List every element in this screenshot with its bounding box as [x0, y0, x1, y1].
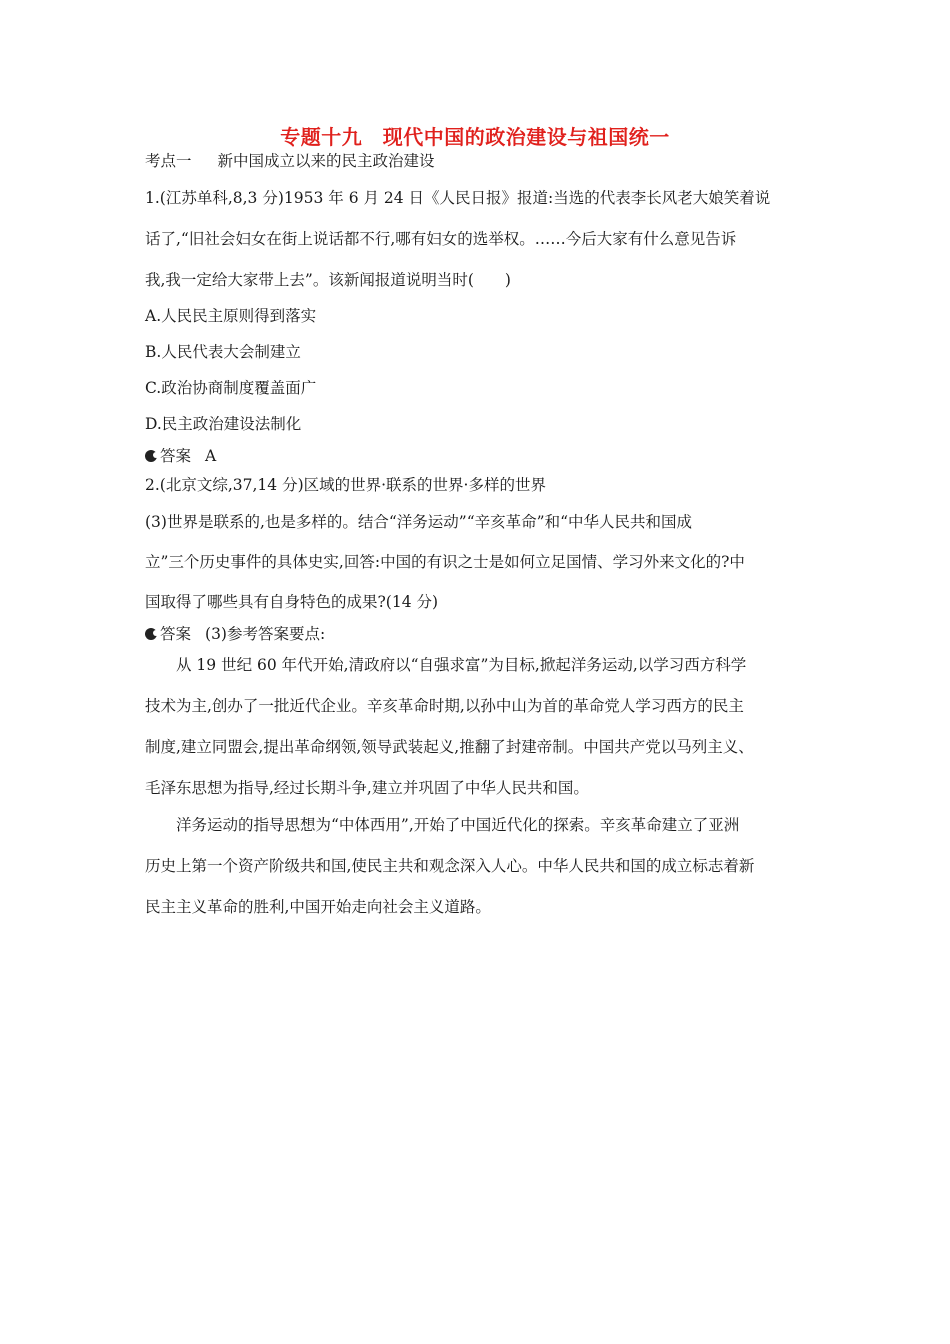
- q1-answer-label: 答案: [160, 447, 192, 465]
- page-title: 专题十九 现代中国的政治建设与祖国统一: [280, 125, 670, 149]
- q2-header: 2.(北京文综,37,14 分)区域的世界·联系的世界·多样的世界: [145, 476, 546, 494]
- q2-para2-line-1: 洋务运动的指导思想为“中体西用”,开始了中国近代化的探索。辛亥革命建立了亚洲: [176, 816, 740, 834]
- q2-para1-line-3: 制度,建立同盟会,提出革命纲领,领导武装起义,推翻了封建帝制。中国共产党以马列主义、: [145, 738, 754, 756]
- q2-line-1: (3)世界是联系的,也是多样的。结合“洋务运动”“辛亥革命”和“中华人民共和国成: [145, 513, 693, 531]
- q2-line-2: 立”三个历史事件的具体史实,回答:中国的有识之士是如何立足国情、学习外来文化的?中: [145, 553, 745, 571]
- section-name: 新中国成立以来的民主政治建设: [217, 152, 435, 170]
- q2-answer-value: (3)参考答案要点:: [205, 625, 326, 643]
- q1-option-b: B.人民代表大会制建立: [145, 343, 301, 361]
- q2-answer-label: 答案: [160, 625, 192, 643]
- answer-icon: [145, 628, 157, 640]
- q1-line-2: 话了,“旧社会妇女在街上说话都不行,哪有妇女的选举权。……今后大家有什么意见告诉: [145, 230, 737, 248]
- section-heading: [145, 151, 435, 171]
- q2-answer: [145, 624, 325, 644]
- answer-icon: [145, 450, 157, 462]
- q1-option-d: D.民主政治建设法制化: [145, 415, 302, 433]
- q2-para1-line-2: 技术为主,创办了一批近代企业。辛亥革命时期,以孙中山为首的革命党人学习西方的民主: [145, 697, 744, 715]
- q2-para1-line-4: 毛泽东思想为指导,经过长期斗争,建立并巩固了中华人民共和国。: [145, 779, 589, 797]
- q2-para2-line-3: 民主主义革命的胜利,中国开始走向社会主义道路。: [145, 898, 491, 916]
- q1-line-1: 1.(江苏单科,8,3 分)1953 年 6 月 24 日《人民日报》报道:当选的代表李长风老大娘笑着说: [145, 189, 771, 207]
- q1-answer-value: A: [205, 447, 217, 465]
- q2-line-3: 国取得了哪些具有自身特色的成果?(14 分): [145, 593, 439, 611]
- q1-option-a: A.人民民主原则得到落实: [145, 307, 317, 325]
- q1-line-3: 我,我一定给大家带上去”。该新闻报道说明当时( ): [145, 271, 511, 289]
- q2-para2-line-2: 历史上第一个资产阶级共和国,使民主共和观念深入人心。中华人民共和国的成立标志着新: [145, 857, 755, 875]
- q1-option-c: C.政治协商制度覆盖面广: [145, 379, 317, 397]
- q2-para1-line-1: 从 19 世纪 60 年代开始,清政府以“自强求富”为目标,掀起洋务运动,以学习西方科学: [176, 656, 747, 674]
- section-label: 考点一: [145, 152, 192, 170]
- q1-answer: [145, 446, 216, 466]
